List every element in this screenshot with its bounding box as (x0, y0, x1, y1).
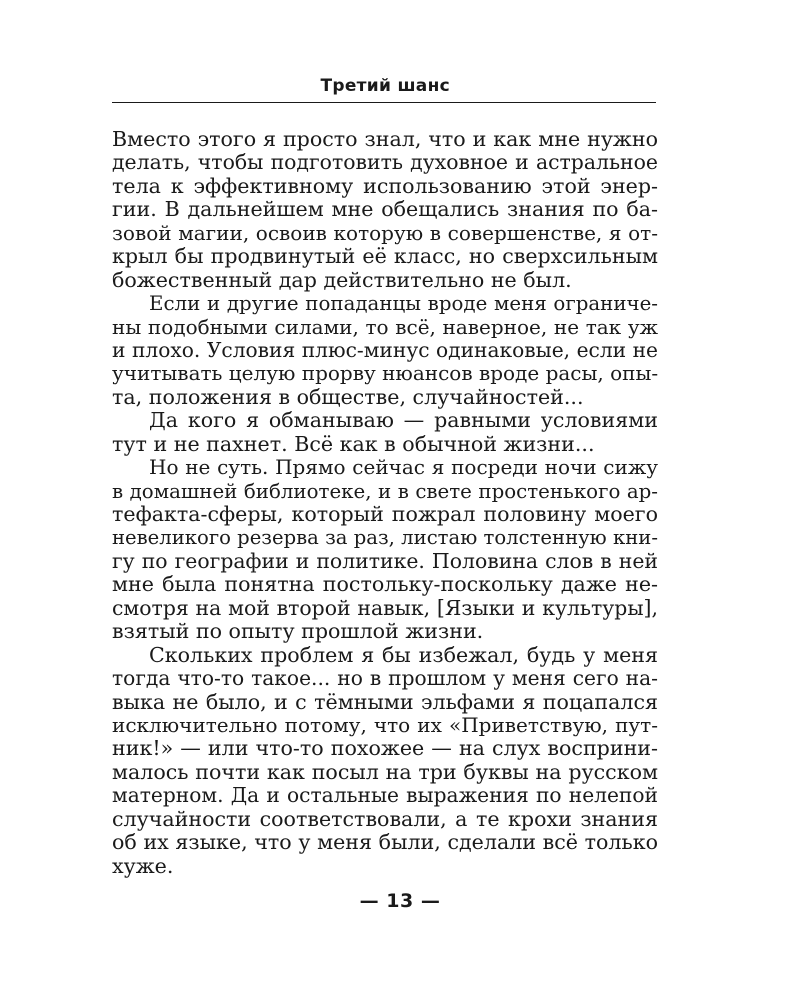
text-line: божественный дар действительно не был. (112, 267, 572, 292)
text-line: Да кого я обманываю — равными условиями (149, 408, 658, 433)
text-line: Но не суть. Прямо сейчас я посреди ночи сижу (149, 455, 658, 480)
text-line: тефакта-сферы, который пожрал половину моего (112, 502, 658, 526)
text-line: зовой магии, освоив которую в совершенстве, я от- (112, 220, 658, 245)
text-line: хуже. (112, 853, 174, 878)
text-line: Скольких проблем я бы избежал, будь у меня (149, 642, 658, 667)
text-line: тогда что-то такое... но в прошлом у меня сего на- (112, 666, 658, 691)
text-line: гу по географии и политике. Половина слов в ней (112, 548, 658, 573)
text-line: делать, чтобы подготовить духовное и астральное (112, 150, 658, 175)
page-number: — 13 — (359, 890, 441, 912)
text-line: Если и другие попаданцы вроде меня ограниче- (149, 292, 658, 316)
text-line: крыл бы продвинутый её класс, но сверхсильным (112, 244, 658, 269)
header-rule (112, 102, 656, 103)
text-line: взятый по опыту прошлой жизни. (112, 619, 484, 644)
body-text (112, 128, 658, 878)
text-line: Вместо этого я просто знал, что и как мне нужно (112, 127, 658, 151)
text-line: учитывать целую прорву нюансов вроде расы, опы- (112, 361, 659, 386)
text-line: тут и не пахнет. Всё как в обычной жизни... (112, 431, 595, 456)
running-head-title: Третий шанс (320, 76, 450, 96)
text-line: тела к эффективному использованию этой энер- (112, 173, 658, 198)
text-line: гии. В дальнейшем мне обещались знания по ба- (112, 197, 658, 222)
text-line: и плохо. Условия плюс-минус одинаковые, если не (112, 337, 658, 362)
text-line: ны подобными силами, то всё, наверное, не так уж (112, 314, 658, 339)
text-line: ник!» — или что-то похожее — на слух восприни- (112, 736, 658, 761)
text-line: матерном. Да и остальные выражения по нелепой (112, 783, 658, 808)
text-line: невеликого резерва за раз, листаю толстенную кни- (112, 526, 658, 550)
text-line: об их языке, что у меня были, сделали всё только (112, 830, 658, 855)
text-line: мне была понятна постольку-поскольку даже не- (112, 572, 658, 597)
text-line: та, положения в обществе, случайностей... (112, 384, 584, 409)
text-line: выка не было, и с тёмными эльфами я поцапался (112, 689, 658, 714)
text-line: в домашней библиотеке, и в свете простенького ар- (112, 479, 658, 503)
text-line: смотря на мой второй навык, [Языки и культуры], (112, 595, 658, 620)
text-line: случайности соответствовали, а те крохи знания (112, 806, 658, 831)
text-line: малось почти как посыл на три буквы на русском (112, 759, 658, 784)
text-line: исключительно потому, что их «Приветствую, пут- (112, 712, 658, 737)
